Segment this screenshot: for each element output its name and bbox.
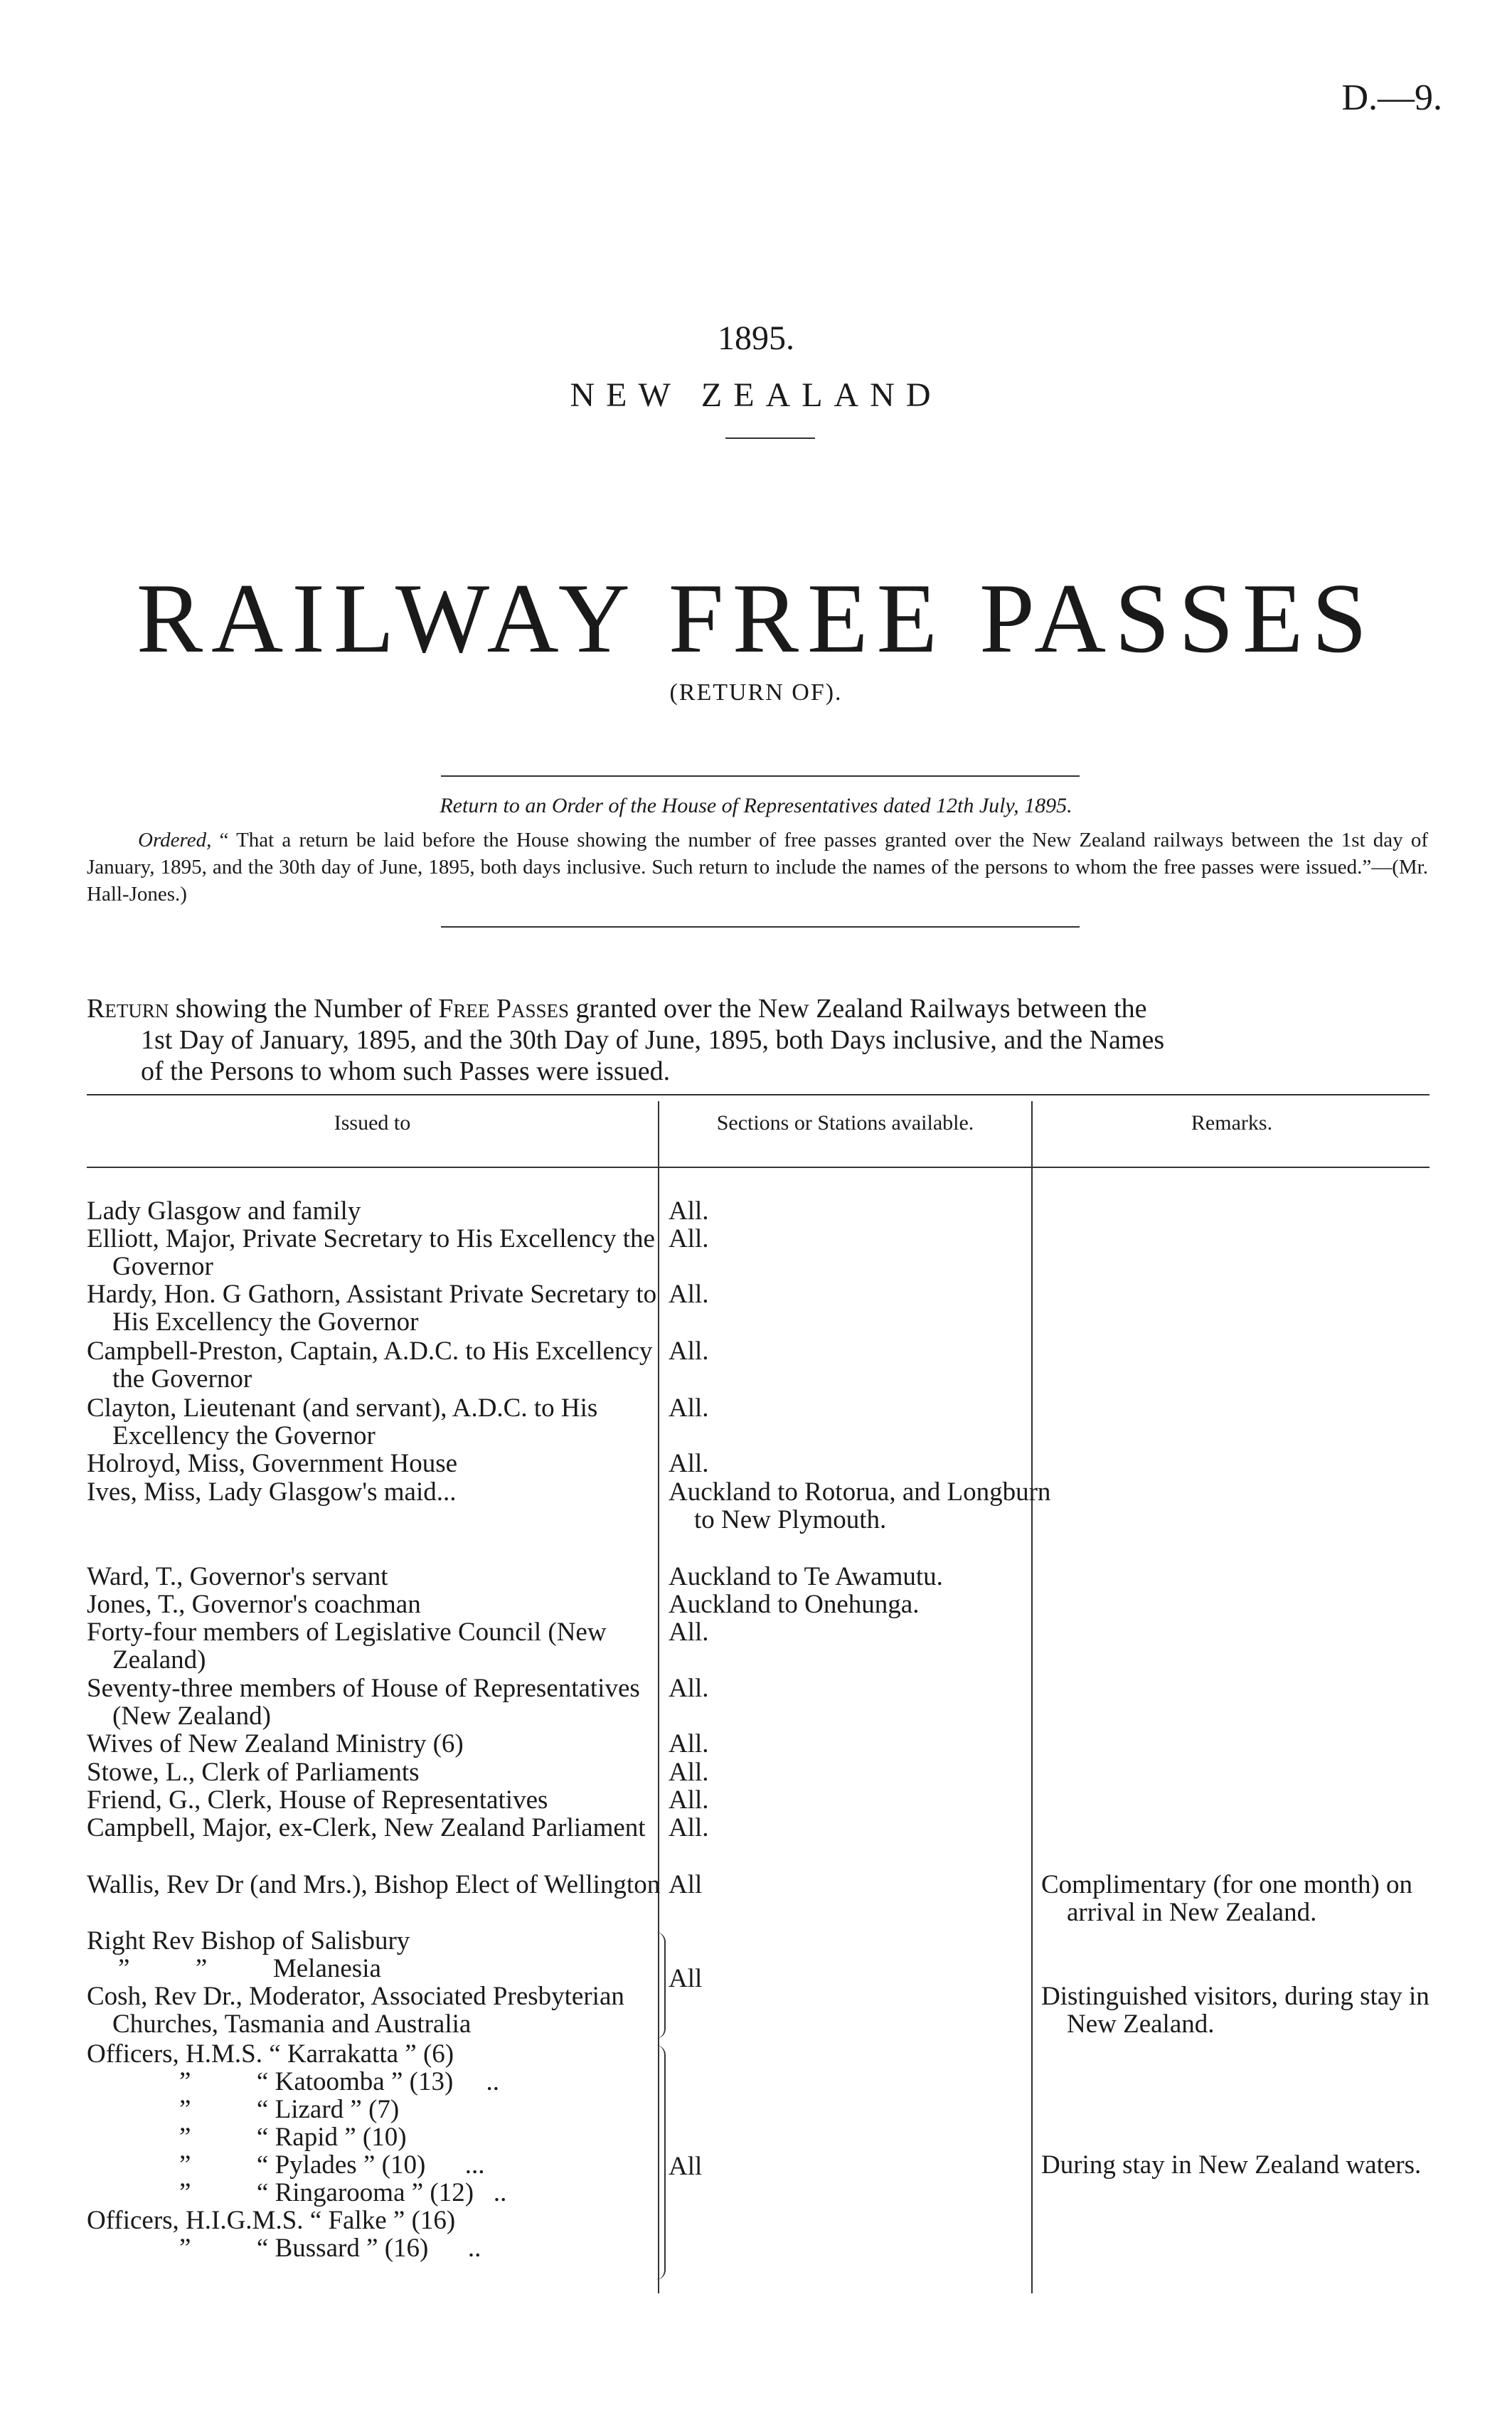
table-cell-issued: Officers, H.M.S. “ Karrakatta ” (6)	[87, 2039, 454, 2069]
table-cell-issued: Holroyd, Miss, Government House	[87, 1449, 458, 1478]
table-cell-sections: All.	[669, 1224, 709, 1253]
column-header-sections: Sections or Stations available.	[716, 1111, 974, 1135]
table-cell-issued: Hardy, Hon. G Gathorn, Assistant Private Secretary to His Excellency the Governor	[87, 1280, 657, 1337]
table-cell-sections: All.	[669, 1758, 709, 1787]
return-lead: Return	[87, 994, 169, 1024]
page-subtitle: (RETURN OF).	[669, 679, 843, 706]
table-cell-issued: Seventy-three members of House of Representatives (New Zealand)	[87, 1674, 640, 1731]
table-cell-sections: All.	[669, 1618, 709, 1647]
table-top-rule	[87, 1094, 1430, 1095]
return-line: 1st Day of January, 1895, and the 30th Day of June, 1895, both Days inclusive, and the Names	[141, 1025, 1165, 1055]
bracket	[654, 2045, 666, 2280]
table-header-rule	[87, 1167, 1430, 1168]
order-text	[87, 827, 1428, 908]
return-line: of the Persons to whom such Passes were issued.	[141, 1056, 671, 1086]
table-cell-remarks: During stay in New Zealand waters.	[1041, 2150, 1422, 2180]
return-free-passes: Free Passes	[438, 994, 570, 1024]
table-cell-remarks: Distinguished visitors, during stay in New Zealand.	[1041, 1982, 1430, 2039]
column-header-issued: Issued to	[334, 1111, 411, 1135]
table-cell-sections: All.	[669, 1785, 709, 1815]
table-cell-sections: Auckland to Rotorua, and Longburn to New Plymouth.	[669, 1477, 1051, 1534]
table-cell-issued: Campbell-Preston, Captain, A.D.C. to His Excellency the Governor	[87, 1337, 653, 1394]
table-cell-issued: ” “ Katoomba ” (13) ..	[179, 2067, 500, 2096]
table-cell-sections: All.	[669, 1729, 709, 1758]
table-cell-issued: ” “ Pylades ” (10) ...	[179, 2150, 485, 2180]
table-cell-issued: Cosh, Rev Dr., Moderator, Associated Presbyterian Churches, Tasmania and Australia	[87, 1982, 624, 2039]
table-cell-issued: ” “ Bussard ” (16) ..	[179, 2234, 481, 2263]
table-cell-sections: All.	[669, 1813, 709, 1842]
table-cell-issued: ” “ Rapid ” (10)	[179, 2123, 407, 2152]
country-heading: NEW ZEALAND	[570, 376, 942, 414]
divider	[725, 437, 815, 439]
table-cell-sections: All.	[669, 1674, 709, 1703]
table-cell-sections: All.	[669, 1280, 709, 1309]
table-cell-sections: Auckland to Te Awamutu.	[669, 1562, 943, 1591]
table-cell-sections: Auckland to Onehunga.	[669, 1590, 920, 1619]
table-cell-issued: Forty-four members of Legislative Council (New Zealand)	[87, 1618, 607, 1675]
page-title: RAILWAY FREE PASSES	[136, 563, 1376, 674]
table-cell-sections: All.	[669, 1394, 709, 1423]
return-text: granted over the New Zealand Railways between the	[569, 994, 1147, 1024]
order-line: Return to an Order of the House of Representatives dated 12th July, 1895.	[440, 794, 1072, 817]
table-cell-issued: Lady Glasgow and family	[87, 1196, 361, 1226]
table-cell-issued: Ives, Miss, Lady Glasgow's maid...	[87, 1477, 457, 1507]
column-header-remarks: Remarks.	[1191, 1111, 1273, 1135]
table-cell-issued: Campbell, Major, ex-Clerk, New Zealand Parliament	[87, 1813, 646, 1842]
return-heading	[87, 993, 1430, 1087]
table-cell-issued: ” “ Lizard ” (7)	[179, 2095, 400, 2124]
table-cell-issued: Wives of New Zealand Ministry (6)	[87, 1729, 464, 1758]
table-cell-issued: Elliott, Major, Private Secretary to His Excellency the Governor	[87, 1224, 655, 1281]
table-cell-issued: Wallis, Rev Dr (and Mrs.), Bishop Elect of Wellington	[87, 1870, 661, 1899]
table-cell-issued: ” “ Ringarooma ” (12) ..	[179, 2178, 507, 2207]
table-cell-sections: All.	[669, 1449, 709, 1478]
table-cell-sections: All	[669, 1870, 703, 1899]
table-cell-issued: Friend, G., Clerk, House of Representatives	[87, 1785, 548, 1815]
return-text: showing the Number of	[169, 994, 439, 1024]
table-cell-issued: Right Rev Bishop of Salisbury	[87, 1926, 410, 1955]
table-cell-issued: Jones, T., Governor's coachman	[87, 1590, 421, 1619]
table-cell-remarks: Complimentary (for one month) on arrival in New Zealand.	[1041, 1870, 1413, 1927]
year-heading: 1895.	[718, 319, 794, 357]
table-cell-sections: All	[669, 2152, 703, 2181]
order-body: “ That a return be laid before the House showing the number of free passes granted over the New Zealand railways between the 1st day of January, 1895, and the 30th day of June, 1895, both days inclusive. Such return to include the names of the persons to whom the free passes were issued.”—(Mr. Hall-Jones.)	[87, 829, 1428, 906]
table-cell-issued: Stowe, L., Clerk of Parliaments	[87, 1758, 420, 1787]
table-cell-issued: Ward, T., Governor's servant	[87, 1562, 388, 1591]
bracket	[654, 1932, 666, 2039]
table-cell-sections: All	[669, 1964, 703, 1993]
table-cell-sections: All.	[669, 1337, 709, 1366]
table-cell-sections: All.	[669, 1196, 709, 1226]
document-reference: D.—9.	[1341, 78, 1442, 118]
table-cell-issued: ” ” Melanesia	[118, 1954, 381, 1983]
table-cell-issued: Officers, H.I.G.M.S. “ Falke ” (16)	[87, 2206, 456, 2235]
table-cell-issued: Clayton, Lieutenant (and servant), A.D.C. to His Excellency the Governor	[87, 1394, 598, 1450]
divider	[441, 775, 1080, 777]
divider	[441, 926, 1080, 928]
ordered-label: Ordered,	[138, 829, 212, 851]
